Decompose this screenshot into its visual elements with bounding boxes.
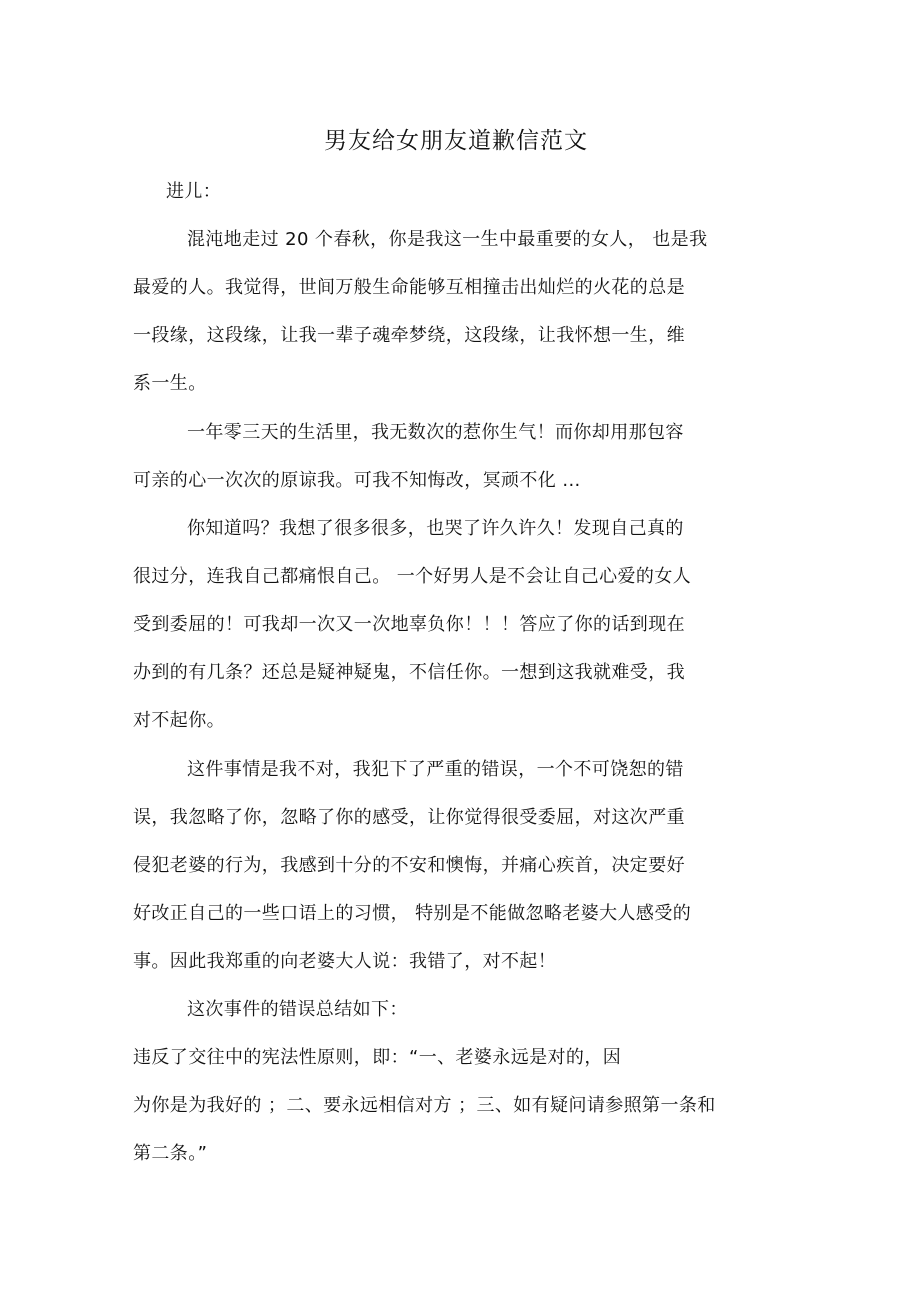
text-line: 违反了交往中的宪法性原则，即：“一、老婆永远是对的，因 [133, 1047, 622, 1068]
document-title: 男友给女朋友道歉信范文 [324, 128, 588, 154]
text-line: 一年零三天的生活里，我无数次的惹你生气！而你却用那包容 [187, 422, 684, 443]
text-line: 很过分，连我自己都痛恨自己。 一个好男人是不会让自己心爱的女人 [133, 566, 692, 587]
text-line: 侵犯老婆的行为，我感到十分的不安和懊悔，并痛心疾首，决定要好 [133, 855, 685, 876]
text-line: 最爱的人。我觉得，世间万般生命能够互相撞击出灿烂的火花的总是 [133, 277, 685, 298]
text-line: 受到委屈的！可我却一次又一次地辜负你！！！答应了你的话到现在 [133, 614, 685, 635]
text-line: 对不起你。 [133, 710, 225, 731]
text-line: 事。因此我郑重的向老婆大人说：我错了，对不起！ [133, 951, 557, 972]
text-line: 可亲的心一次次的原谅我。可我不知悔改，冥顽不化 ... [133, 470, 581, 491]
text-line: 为你是为我好的 ；二、要永远相信对方 ；三、如有疑问请参照第一条和 [133, 1095, 716, 1116]
text-line: 混沌地走过 20 个春秋，你是我这一生中最重要的女人， 也是我 [187, 229, 708, 250]
text-line: 一段缘，这段缘，让我一辈子魂牵梦绕，这段缘，让我怀想一生，维 [133, 325, 685, 346]
text-line: 这件事情是我不对，我犯下了严重的错误，一个不可饶恕的错 [187, 759, 684, 780]
text-line: 系一生。 [133, 373, 207, 394]
text-line: 你知道吗？我想了很多很多，也哭了许久许久！发现自己真的 [187, 518, 684, 539]
text-line: 这次事件的错误总结如下： [187, 999, 408, 1020]
text-line: 办到的有几条？还总是疑神疑鬼，不信任你。一想到这我就难受，我 [133, 662, 685, 683]
text-line: 误，我忽略了你，忽略了你的感受，让你觉得很受委屈，对这次严重 [133, 807, 685, 828]
text-line: 第二条。” [133, 1143, 208, 1164]
text-line: 好改正自己的一些口语上的习惯， 特别是不能做忽略老婆大人感受的 [133, 903, 692, 924]
salutation: 进儿： [166, 181, 222, 202]
